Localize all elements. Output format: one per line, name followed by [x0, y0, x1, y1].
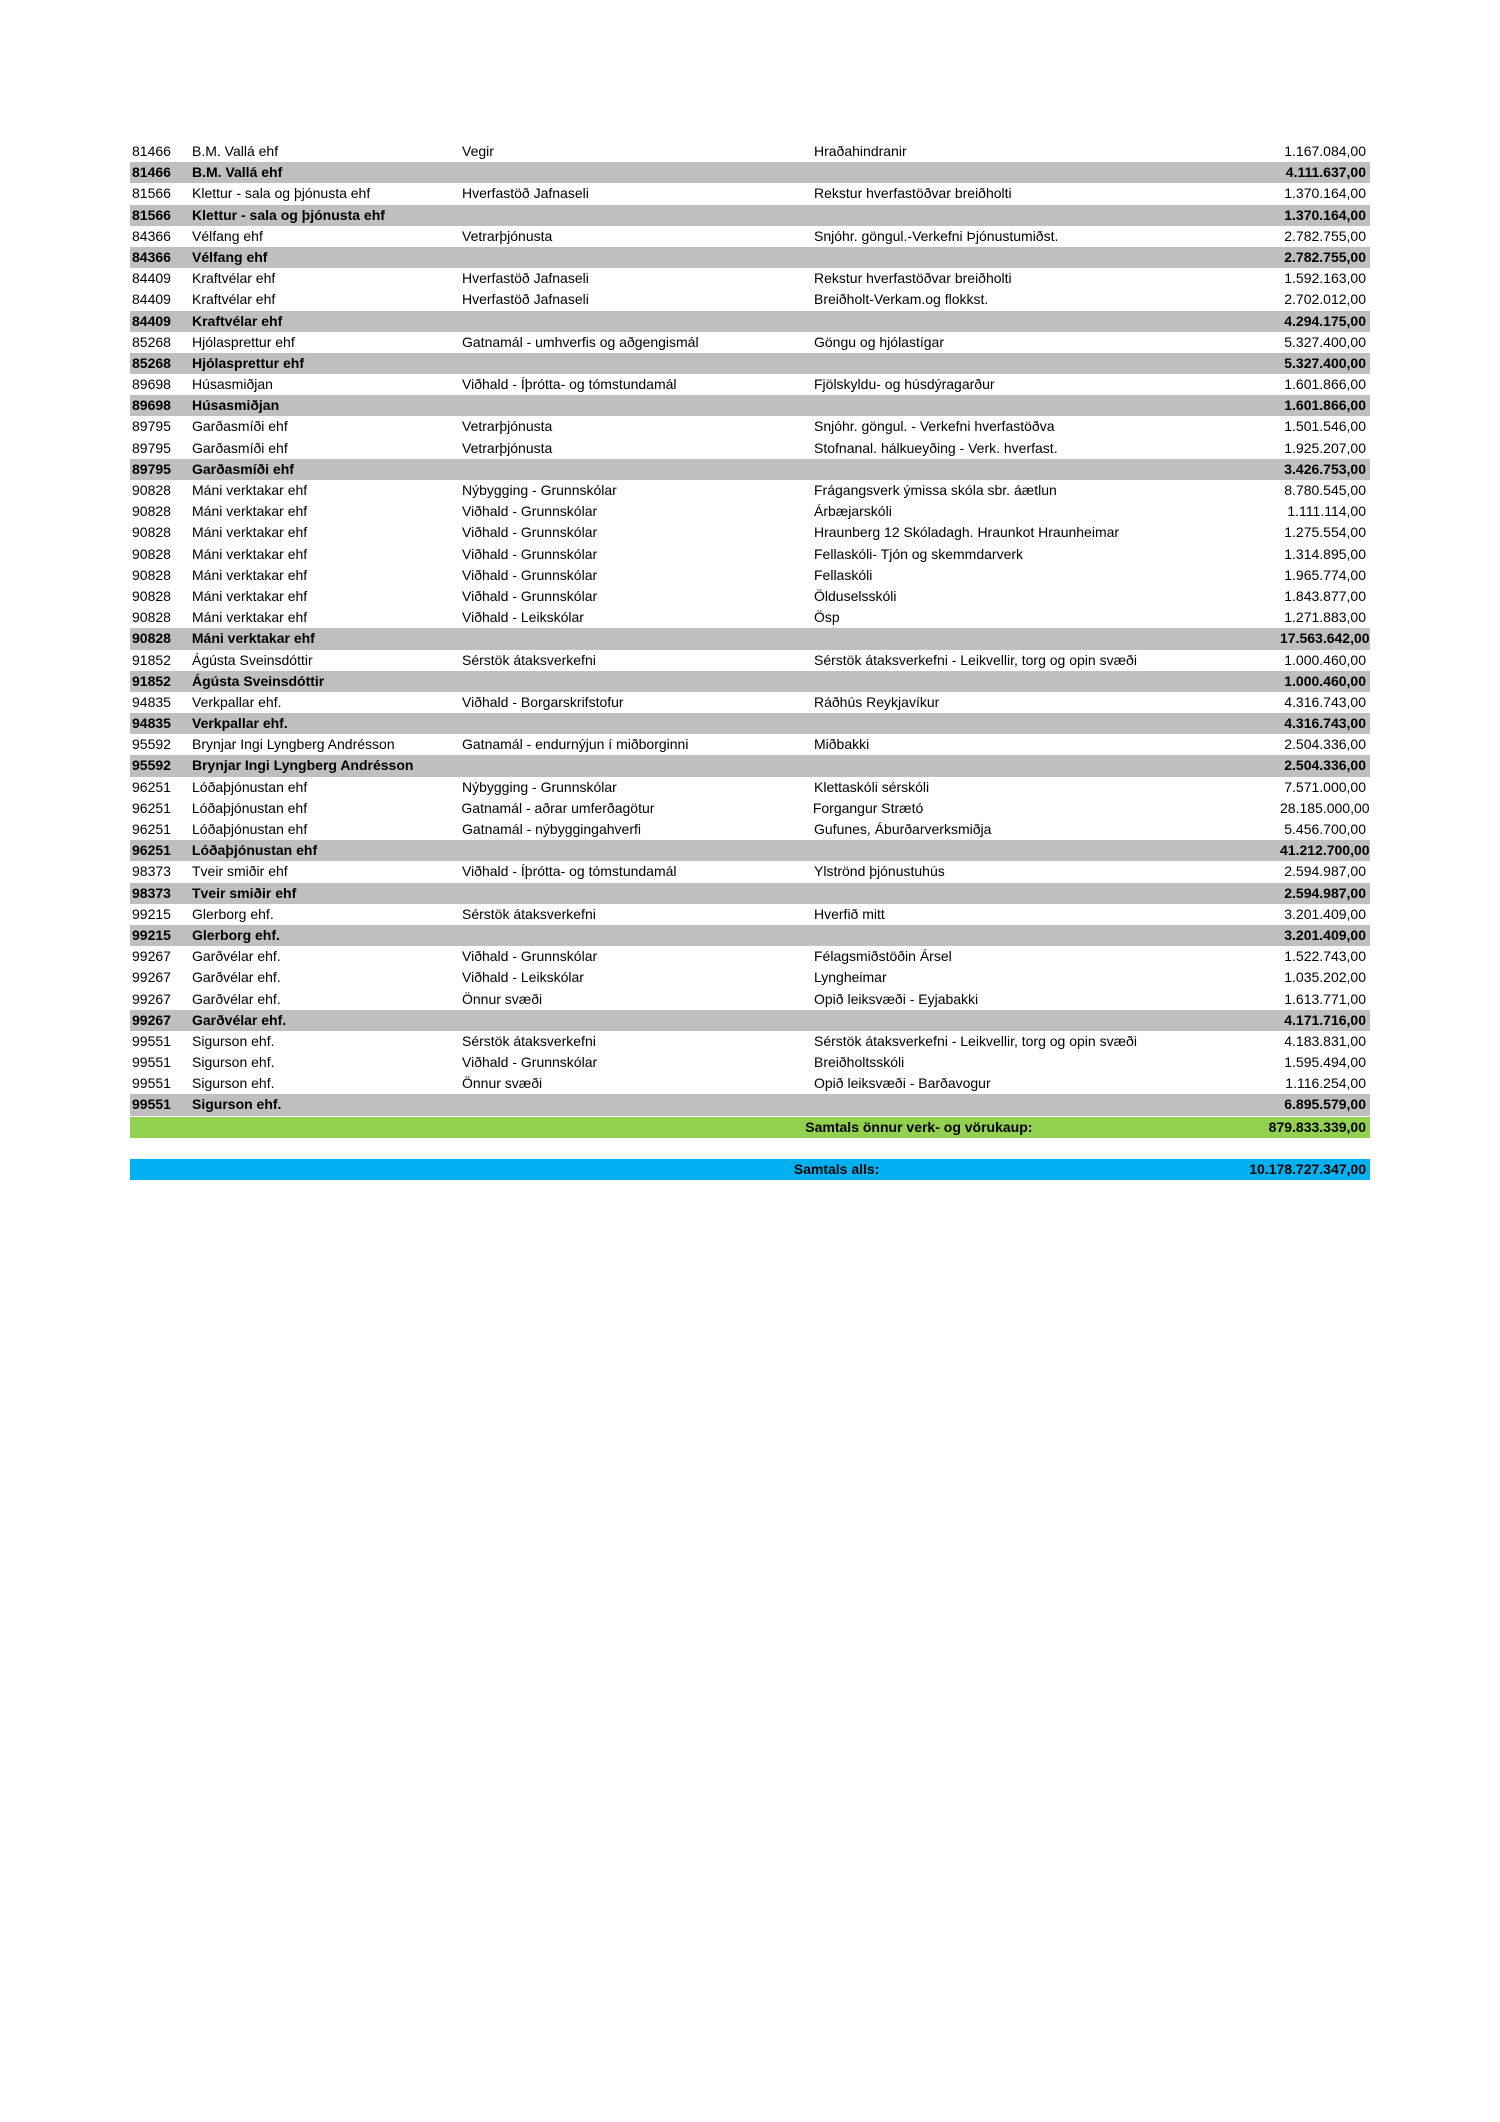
amount: 4.316.743,00 — [1284, 715, 1366, 732]
vendor-id: 99551 — [132, 1054, 171, 1071]
vendor-id: 90828 — [132, 503, 171, 520]
subtotal-row — [130, 713, 1370, 734]
project: Breiðholt-Verkam.og flokkst. — [814, 291, 989, 308]
table-row — [130, 734, 1370, 755]
vendor-name: B.M. Vallá ehf — [192, 164, 283, 181]
vendor-id: 99267 — [132, 969, 171, 986]
project — [814, 883, 1282, 904]
grand-total-amount: 10.178.727.347,00 — [1249, 1160, 1366, 1177]
amount: 3.201.409,00 — [1284, 905, 1366, 922]
subtotal-row — [130, 755, 1370, 776]
subtotal-row — [130, 162, 1370, 183]
table-row — [130, 861, 1370, 882]
vendor-name: Tveir smiðir ehf — [192, 863, 288, 880]
vendor-name: Garðasmíði ehf — [192, 439, 288, 456]
vendor-id: 90828 — [132, 587, 171, 604]
category: Viðhald - Grunnskólar — [462, 566, 598, 583]
category — [462, 1010, 814, 1031]
category — [462, 713, 814, 734]
amount: 1.275.554,00 — [1284, 524, 1366, 541]
vendor-id: 85268 — [132, 333, 171, 350]
project: Miðbakki — [814, 736, 870, 753]
amount: 4.111.637,00 — [1285, 164, 1366, 181]
project — [814, 671, 1282, 692]
table-row — [130, 989, 1370, 1010]
vendor-id: 99267 — [132, 990, 171, 1007]
project: Opið leiksvæði - Eyjabakki — [814, 990, 979, 1007]
vendor-name: Garðasmíði ehf — [192, 418, 288, 435]
vendor-name: Kraftvélar ehf — [192, 291, 276, 308]
category: Viðhald - Íþrótta- og tómstundamál — [462, 376, 677, 393]
category: Vetrarþjónusta — [462, 227, 553, 244]
vendor-name: Hjólasprettur ehf — [192, 333, 295, 350]
vendor-name: Máni verktakar ehf — [192, 524, 308, 541]
category: Vetrarþjónusta — [462, 439, 553, 456]
vendor-name: Garðvélar ehf. — [192, 948, 281, 965]
category — [462, 205, 814, 226]
amount: 2.504.336,00 — [1284, 757, 1366, 774]
project — [814, 755, 1282, 776]
project: Hraunberg 12 Skóladagh. Hraunkot Hraunheimar — [814, 524, 1120, 541]
project: Sérstök átaksverkefni - Leikvellir, torg og opin svæði — [814, 651, 1137, 668]
category: Sérstök átaksverkefni — [462, 651, 596, 668]
table-row — [130, 289, 1370, 310]
category: Önnur svæði — [462, 1075, 543, 1092]
project: Lyngheimar — [814, 969, 887, 986]
amount: 1.370.164,00 — [1284, 206, 1366, 223]
table-row — [130, 501, 1370, 522]
amount: 3.201.409,00 — [1284, 926, 1366, 943]
project: Gufunes, Áburðarverksmiðja — [814, 821, 992, 837]
vendor-id: 90828 — [132, 566, 171, 583]
vendor-id: 90828 — [132, 524, 171, 541]
vendor-id: 95592 — [132, 757, 171, 774]
category: Sérstök átaksverkefni — [462, 905, 596, 922]
vendor-id: 98373 — [132, 863, 171, 880]
vendor-id: 89795 — [132, 418, 171, 435]
subtotal-row — [130, 205, 1370, 226]
amount: 28.185.000,00 — [1280, 799, 1370, 816]
spreadsheet-table — [130, 141, 1370, 1180]
category: Viðhald - Grunnskólar — [462, 545, 598, 562]
vendor-name: Vélfang ehf — [192, 248, 268, 265]
amount: 1.167.084,00 — [1284, 143, 1366, 159]
table-row — [130, 268, 1370, 289]
subtotal-row — [130, 459, 1370, 480]
table-row — [130, 544, 1370, 565]
category: Vetrarþjónusta — [462, 418, 553, 435]
amount: 17.563.642,00 — [1280, 630, 1370, 647]
category: Nýbygging - Grunnskólar — [462, 482, 617, 498]
project — [814, 162, 1282, 183]
project: Hverfið mitt — [814, 905, 885, 922]
vendor-name: Sigurson ehf. — [192, 1075, 275, 1092]
amount: 1.271.883,00 — [1284, 609, 1366, 626]
amount: 1.111.114,00 — [1287, 503, 1366, 520]
vendor-name: Ágústa Sveinsdóttir — [192, 651, 313, 668]
amount: 1.000.460,00 — [1284, 672, 1366, 689]
vendor-name: Garðvélar ehf. — [192, 969, 281, 986]
category: Viðhald - Grunnskólar — [462, 503, 598, 520]
amount: 2.782.755,00 — [1284, 248, 1366, 265]
subtotal-row — [130, 311, 1370, 332]
table-row — [130, 586, 1370, 607]
vendor-name: Lóðaþjónustan ehf — [191, 842, 318, 859]
vendor-id: 96251 — [132, 842, 171, 859]
vendor-name: Klettur - sala og þjónusta ehf — [192, 185, 371, 202]
vendor-id: 90828 — [132, 609, 171, 626]
vendor-name: Tveir smiðir ehf — [192, 884, 297, 901]
amount: 1.370.164,00 — [1284, 185, 1366, 202]
vendor-name: Verkpallar ehf. — [192, 715, 288, 732]
vendor-name: Máni verktakar ehf — [192, 587, 308, 604]
vendor-id: 84409 — [132, 291, 171, 308]
table-row — [130, 798, 1370, 819]
grand-total-row — [130, 1159, 1370, 1180]
subtotal-row — [130, 883, 1370, 904]
amount: 2.594.987,00 — [1284, 884, 1366, 901]
project: Fellaskóli- Tjón og skemmdarverk — [814, 545, 1024, 562]
category: Viðhald - Grunnskólar — [462, 1054, 598, 1071]
amount: 1.613.771,00 — [1284, 990, 1366, 1007]
vendor-id: 99551 — [132, 1096, 171, 1113]
category — [462, 162, 814, 183]
table-row — [130, 438, 1370, 459]
category — [462, 353, 814, 374]
table-row — [130, 1052, 1370, 1073]
vendor-name: Garðvélar ehf. — [192, 1011, 287, 1028]
vendor-id: 99551 — [132, 1032, 171, 1049]
table-row — [130, 183, 1370, 204]
vendor-name: B.M. Vallá ehf — [192, 143, 279, 159]
amount: 2.702.012,00 — [1284, 291, 1366, 308]
amount: 6.895.579,00 — [1284, 1096, 1366, 1113]
amount: 1.925.207,00 — [1284, 439, 1366, 456]
vendor-id: 99215 — [132, 926, 171, 943]
subtotal-row — [130, 395, 1370, 416]
project: Ylströnd þjónustuhús — [814, 863, 945, 880]
project — [814, 311, 1282, 332]
table-row — [130, 141, 1370, 162]
amount: 3.426.753,00 — [1284, 460, 1366, 477]
category: Önnur svæði — [462, 990, 543, 1007]
project: Ösp — [814, 609, 840, 626]
table-row — [130, 1073, 1370, 1094]
other-purchases-total-amount: 879.833.339,00 — [1268, 1118, 1366, 1135]
category — [462, 395, 814, 416]
table-row — [130, 607, 1370, 628]
vendor-id: 84409 — [132, 312, 171, 329]
amount: 1.501.546,00 — [1284, 418, 1366, 435]
subtotal-row — [130, 925, 1370, 946]
vendor-id: 89795 — [132, 460, 171, 477]
other-purchases-total-label: Samtals önnur verk- og vörukaup: — [805, 1118, 1033, 1135]
category: Viðhald - Borgarskrifstofur — [462, 693, 624, 710]
vendor-name: Kraftvélar ehf — [192, 270, 276, 287]
table-row — [130, 946, 1370, 967]
amount: 1.843.877,00 — [1284, 587, 1366, 604]
category: Gatnamál - umhverfis og aðgengismál — [462, 333, 699, 350]
project: Ölduselsskóli — [814, 587, 897, 604]
vendor-name: Brynjar Ingi Lyngberg Andrésson — [192, 736, 395, 753]
project: Rekstur hverfastöðvar breiðholti — [814, 185, 1012, 202]
category: Hverfastöð Jafnaseli — [462, 185, 589, 202]
amount: 1.592.163,00 — [1284, 270, 1366, 287]
project: Fellaskóli — [814, 566, 873, 583]
category — [462, 311, 814, 332]
amount: 4.316.743,00 — [1284, 693, 1366, 710]
other-purchases-total-row — [130, 1117, 1370, 1138]
amount: 2.594.987,00 — [1284, 863, 1366, 880]
vendor-id: 81466 — [132, 164, 171, 181]
vendor-name: Hjólasprettur ehf — [192, 354, 305, 371]
project: Opið leiksvæði - Barðavogur — [814, 1075, 991, 1092]
project — [814, 459, 1282, 480]
table-row — [130, 332, 1370, 353]
vendor-name: Sigurson ehf. — [192, 1032, 275, 1049]
category: Viðhald - Leikskólar — [462, 609, 584, 626]
vendor-name: Ágústa Sveinsdóttir — [192, 672, 325, 689]
vendor-id: 96251 — [132, 799, 171, 816]
vendor-id: 81466 — [132, 143, 171, 159]
project: Frágangsverk ýmissa skóla sbr. áætlun — [814, 482, 1057, 498]
category — [462, 247, 814, 268]
table-row — [130, 819, 1370, 840]
category: Gatnamál - endurnýjun í miðborginni — [462, 736, 689, 753]
category — [462, 755, 814, 776]
vendor-name: Verkpallar ehf. — [192, 693, 282, 710]
category — [461, 840, 812, 861]
amount: 8.780.545,00 — [1284, 482, 1366, 498]
category: Gatnamál - aðrar umferðagötur — [461, 799, 655, 816]
table-row — [130, 565, 1370, 586]
amount: 1.116.254,00 — [1285, 1075, 1366, 1092]
table-row — [130, 904, 1370, 925]
category: Vegir — [462, 143, 494, 159]
project: Árbæjarskóli — [814, 503, 892, 520]
project — [814, 1094, 1282, 1115]
table-row — [130, 967, 1370, 988]
project: Rekstur hverfastöðvar breiðholti — [814, 270, 1012, 287]
vendor-id: 85268 — [132, 354, 171, 371]
category — [462, 459, 814, 480]
vendor-id: 90828 — [132, 482, 171, 498]
project — [814, 713, 1282, 734]
amount: 1.035.202,00 — [1284, 969, 1366, 986]
table-row — [130, 650, 1370, 671]
vendor-id: 99215 — [132, 905, 171, 922]
vendor-id: 84409 — [132, 270, 171, 287]
table-body — [130, 141, 1370, 1116]
project: Forgangur Strætó — [812, 799, 924, 816]
vendor-id: 81566 — [132, 206, 171, 223]
vendor-id: 89698 — [132, 376, 171, 393]
vendor-name: Máni verktakar ehf — [192, 482, 308, 498]
category — [461, 628, 812, 649]
table-row — [130, 226, 1370, 247]
table-row — [130, 1031, 1370, 1052]
amount: 1.000.460,00 — [1284, 651, 1366, 668]
amount: 5.327.400,00 — [1284, 333, 1366, 350]
vendor-id: 95592 — [132, 736, 171, 753]
amount: 1.601.866,00 — [1284, 397, 1366, 414]
category — [462, 925, 814, 946]
subtotal-row — [130, 1094, 1370, 1115]
vendor-id: 90828 — [132, 630, 171, 647]
project: Félagsmiðstöðin Ársel — [814, 948, 952, 965]
vendor-name: Sigurson ehf. — [192, 1054, 275, 1071]
category: Sérstök átaksverkefni — [462, 1032, 596, 1049]
amount: 1.522.743,00 — [1284, 948, 1366, 965]
subtotal-row — [130, 353, 1370, 374]
vendor-name: Máni verktakar ehf — [192, 566, 308, 583]
project: Ráðhús Reykjavíkur — [814, 693, 940, 710]
vendor-name: Klettur - sala og þjónusta ehf — [192, 206, 385, 223]
amount: 1.314.895,00 — [1284, 545, 1366, 562]
amount: 2.782.755,00 — [1284, 227, 1366, 244]
vendor-name: Glerborg ehf. — [192, 905, 274, 922]
vendor-name: Lóðaþjónustan ehf — [192, 778, 308, 795]
grand-total-label: Samtals alls: — [793, 1160, 880, 1177]
vendor-id: 94835 — [132, 715, 171, 732]
project — [813, 840, 1280, 861]
amount: 2.504.336,00 — [1284, 736, 1366, 753]
vendor-name: Máni verktakar ehf — [191, 630, 315, 647]
vendor-name: Garðvélar ehf. — [192, 990, 281, 1007]
subtotal-row — [130, 840, 1370, 861]
vendor-id: 99267 — [132, 948, 171, 965]
category — [462, 1094, 814, 1115]
project: Göngu og hjólastígar — [814, 333, 944, 350]
vendor-name: Lóðaþjónustan ehf — [191, 799, 308, 816]
project: Snjóhr. göngul. - Verkefni hverfastöðva — [814, 418, 1055, 435]
vendor-id: 84366 — [132, 248, 171, 265]
table-row — [130, 416, 1370, 437]
vendor-id: 84366 — [132, 227, 171, 244]
category: Viðhald - Grunnskólar — [462, 948, 598, 965]
table-row — [130, 522, 1370, 543]
subtotal-row — [130, 1010, 1370, 1031]
category: Hverfastöð Jafnaseli — [462, 270, 589, 287]
category: Hverfastöð Jafnaseli — [462, 291, 589, 308]
vendor-name: Brynjar Ingi Lyngberg Andrésson — [192, 757, 414, 774]
amount: 5.327.400,00 — [1284, 354, 1366, 371]
amount: 5.456.700,00 — [1284, 821, 1366, 837]
project: Breiðholtsskóli — [814, 1054, 905, 1071]
amount: 1.965.774,00 — [1284, 566, 1366, 583]
vendor-name: Húsasmiðjan — [192, 376, 273, 393]
vendor-name: Sigurson ehf. — [192, 1096, 282, 1113]
vendor-id: 98373 — [132, 884, 171, 901]
project: Klettaskóli sérskóli — [814, 778, 930, 795]
project: Stofnanal. hálkueyðing - Verk. hverfast. — [814, 439, 1058, 456]
vendor-name: Vélfang ehf — [192, 227, 263, 244]
project: Sérstök átaksverkefni - Leikvellir, torg og opin svæði — [814, 1032, 1137, 1049]
subtotal-row — [130, 628, 1370, 649]
vendor-id: 91852 — [132, 672, 171, 689]
vendor-id: 96251 — [132, 778, 171, 795]
vendor-id: 94835 — [132, 693, 171, 710]
project: Hraðahindranir — [814, 143, 907, 159]
project: Fjölskyldu- og húsdýragarður — [814, 376, 995, 393]
vendor-id: 96251 — [132, 821, 171, 837]
amount: 1.595.494,00 — [1284, 1054, 1366, 1071]
vendor-id: 89698 — [132, 397, 171, 414]
project — [814, 925, 1282, 946]
amount: 4.294.175,00 — [1284, 312, 1366, 329]
table-row — [130, 374, 1370, 395]
vendor-name: Lóðaþjónustan ehf — [192, 821, 308, 837]
vendor-id: 89795 — [132, 439, 171, 456]
vendor-id: 99267 — [132, 1011, 171, 1028]
category: Viðhald - Grunnskólar — [462, 524, 598, 541]
vendor-id: 91852 — [132, 651, 171, 668]
category: Nýbygging - Grunnskólar — [462, 778, 617, 795]
amount: 4.183.831,00 — [1284, 1032, 1366, 1049]
project: Snjóhr. göngul.-Verkefni Þjónustumiðst. — [814, 227, 1059, 244]
subtotal-row — [130, 671, 1370, 692]
vendor-name: Húsasmiðjan — [192, 397, 280, 414]
amount: 41.212.700,00 — [1280, 842, 1370, 859]
category: Viðhald - Grunnskólar — [462, 587, 598, 604]
vendor-id: 99551 — [132, 1075, 171, 1092]
subtotal-row — [130, 247, 1370, 268]
project — [814, 395, 1282, 416]
table-row — [130, 480, 1370, 501]
vendor-name: Kraftvélar ehf — [192, 312, 283, 329]
amount: 7.571.000,00 — [1284, 778, 1366, 795]
project — [814, 353, 1282, 374]
vendor-id: 81566 — [132, 185, 171, 202]
table-row — [130, 777, 1370, 798]
vendor-name: Máni verktakar ehf — [192, 545, 308, 562]
category — [462, 671, 814, 692]
vendor-name: Máni verktakar ehf — [192, 609, 308, 626]
vendor-name: Máni verktakar ehf — [192, 503, 308, 520]
vendor-name: Garðasmíði ehf — [192, 460, 294, 477]
project — [814, 1010, 1282, 1031]
table-row — [130, 692, 1370, 713]
vendor-name: Glerborg ehf. — [192, 926, 280, 943]
amount: 1.601.866,00 — [1284, 376, 1366, 393]
category: Viðhald - Leikskólar — [462, 969, 584, 986]
vendor-id: 90828 — [132, 545, 171, 562]
amount: 4.171.716,00 — [1284, 1011, 1366, 1028]
category: Viðhald - Íþrótta- og tómstundamál — [462, 863, 677, 880]
category: Gatnamál - nýbyggingahverfi — [462, 821, 641, 837]
category — [462, 883, 814, 904]
project — [814, 247, 1282, 268]
project — [814, 205, 1282, 226]
project — [813, 628, 1280, 649]
